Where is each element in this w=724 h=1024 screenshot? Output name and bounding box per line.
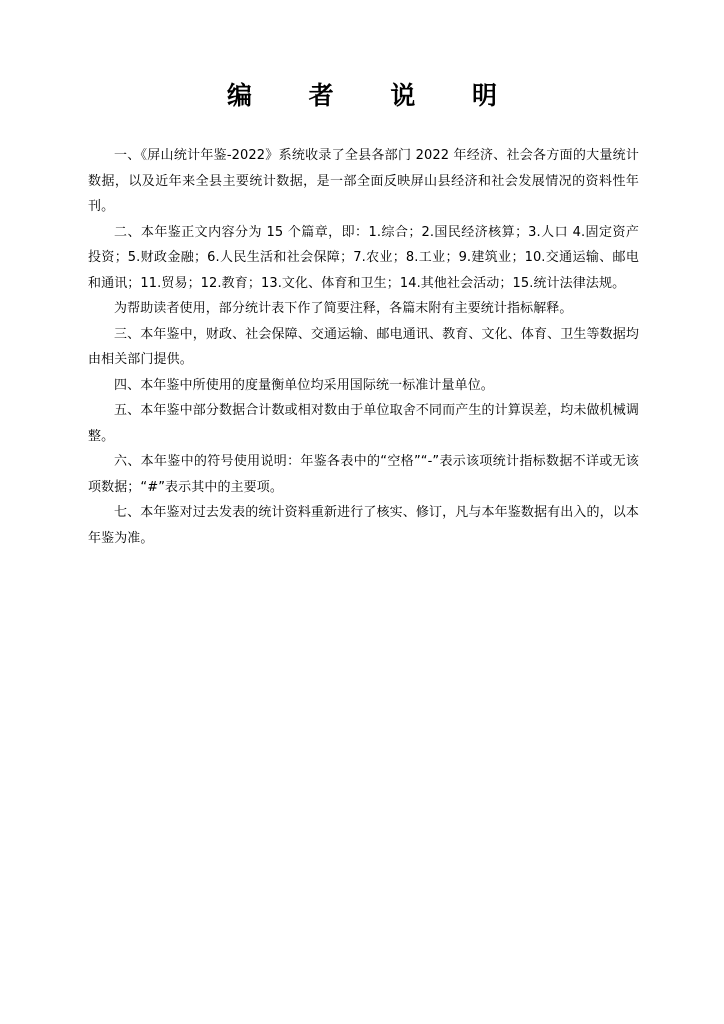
paragraph-4: 三、本年鉴中，财政、社会保障、交通运输、邮电通讯、教育、文化、体育、卫生等数据均由相关部门提供。 [88, 326, 639, 367]
paragraph-8: 七、本年鉴对过去发表的统计资料重新进行了核实、修订，凡与本年鉴数据有出入的，以本年鉴为准。 [88, 505, 639, 546]
paragraph-1: 一、《屏山统计年鉴-2022》系统收录了全县各部门 2022 年经济、社会各方面的大量统计数据，以及近年来全县主要统计数据，是一部全面反映屏山县经济和社会发展情况的资料性年刊。 [88, 148, 639, 214]
paragraph-6: 五、本年鉴中部分数据合计数或相对数由于单位取舍不同而产生的计算误差，均未做机械调整。 [88, 403, 639, 444]
paragraph-5: 四、本年鉴中所使用的度量衡单位均采用国际统一标准计量单位。 [114, 377, 494, 393]
paragraph-3: 为帮助读者使用，部分统计表下作了简要注释，各篇末附有主要统计指标解释。 [114, 301, 573, 316]
page-title: 编 者 说 明 [226, 81, 522, 110]
paragraph-2: 二、本年鉴正文内容分为 15 个篇章，即：1.综合；2.国民经济核算；3.人口 4.固定资产投资；5.财政金融；6.人民生活和社会保障；7.农业；8.工业；9.建筑业；10.交通运输、邮电和通讯；11.贸易；12.教育；13.文化、体育和卫生；14.其他社会活动；15.统计法律法规。 [88, 224, 639, 291]
paragraph-7: 六、本年鉴中的符号使用说明：年鉴各表中的“空格”“-”表示该项统计指标数据不详或无该项数据；“#”表示其中的主要项。 [88, 454, 639, 495]
editor-notes-body [88, 143, 639, 551]
